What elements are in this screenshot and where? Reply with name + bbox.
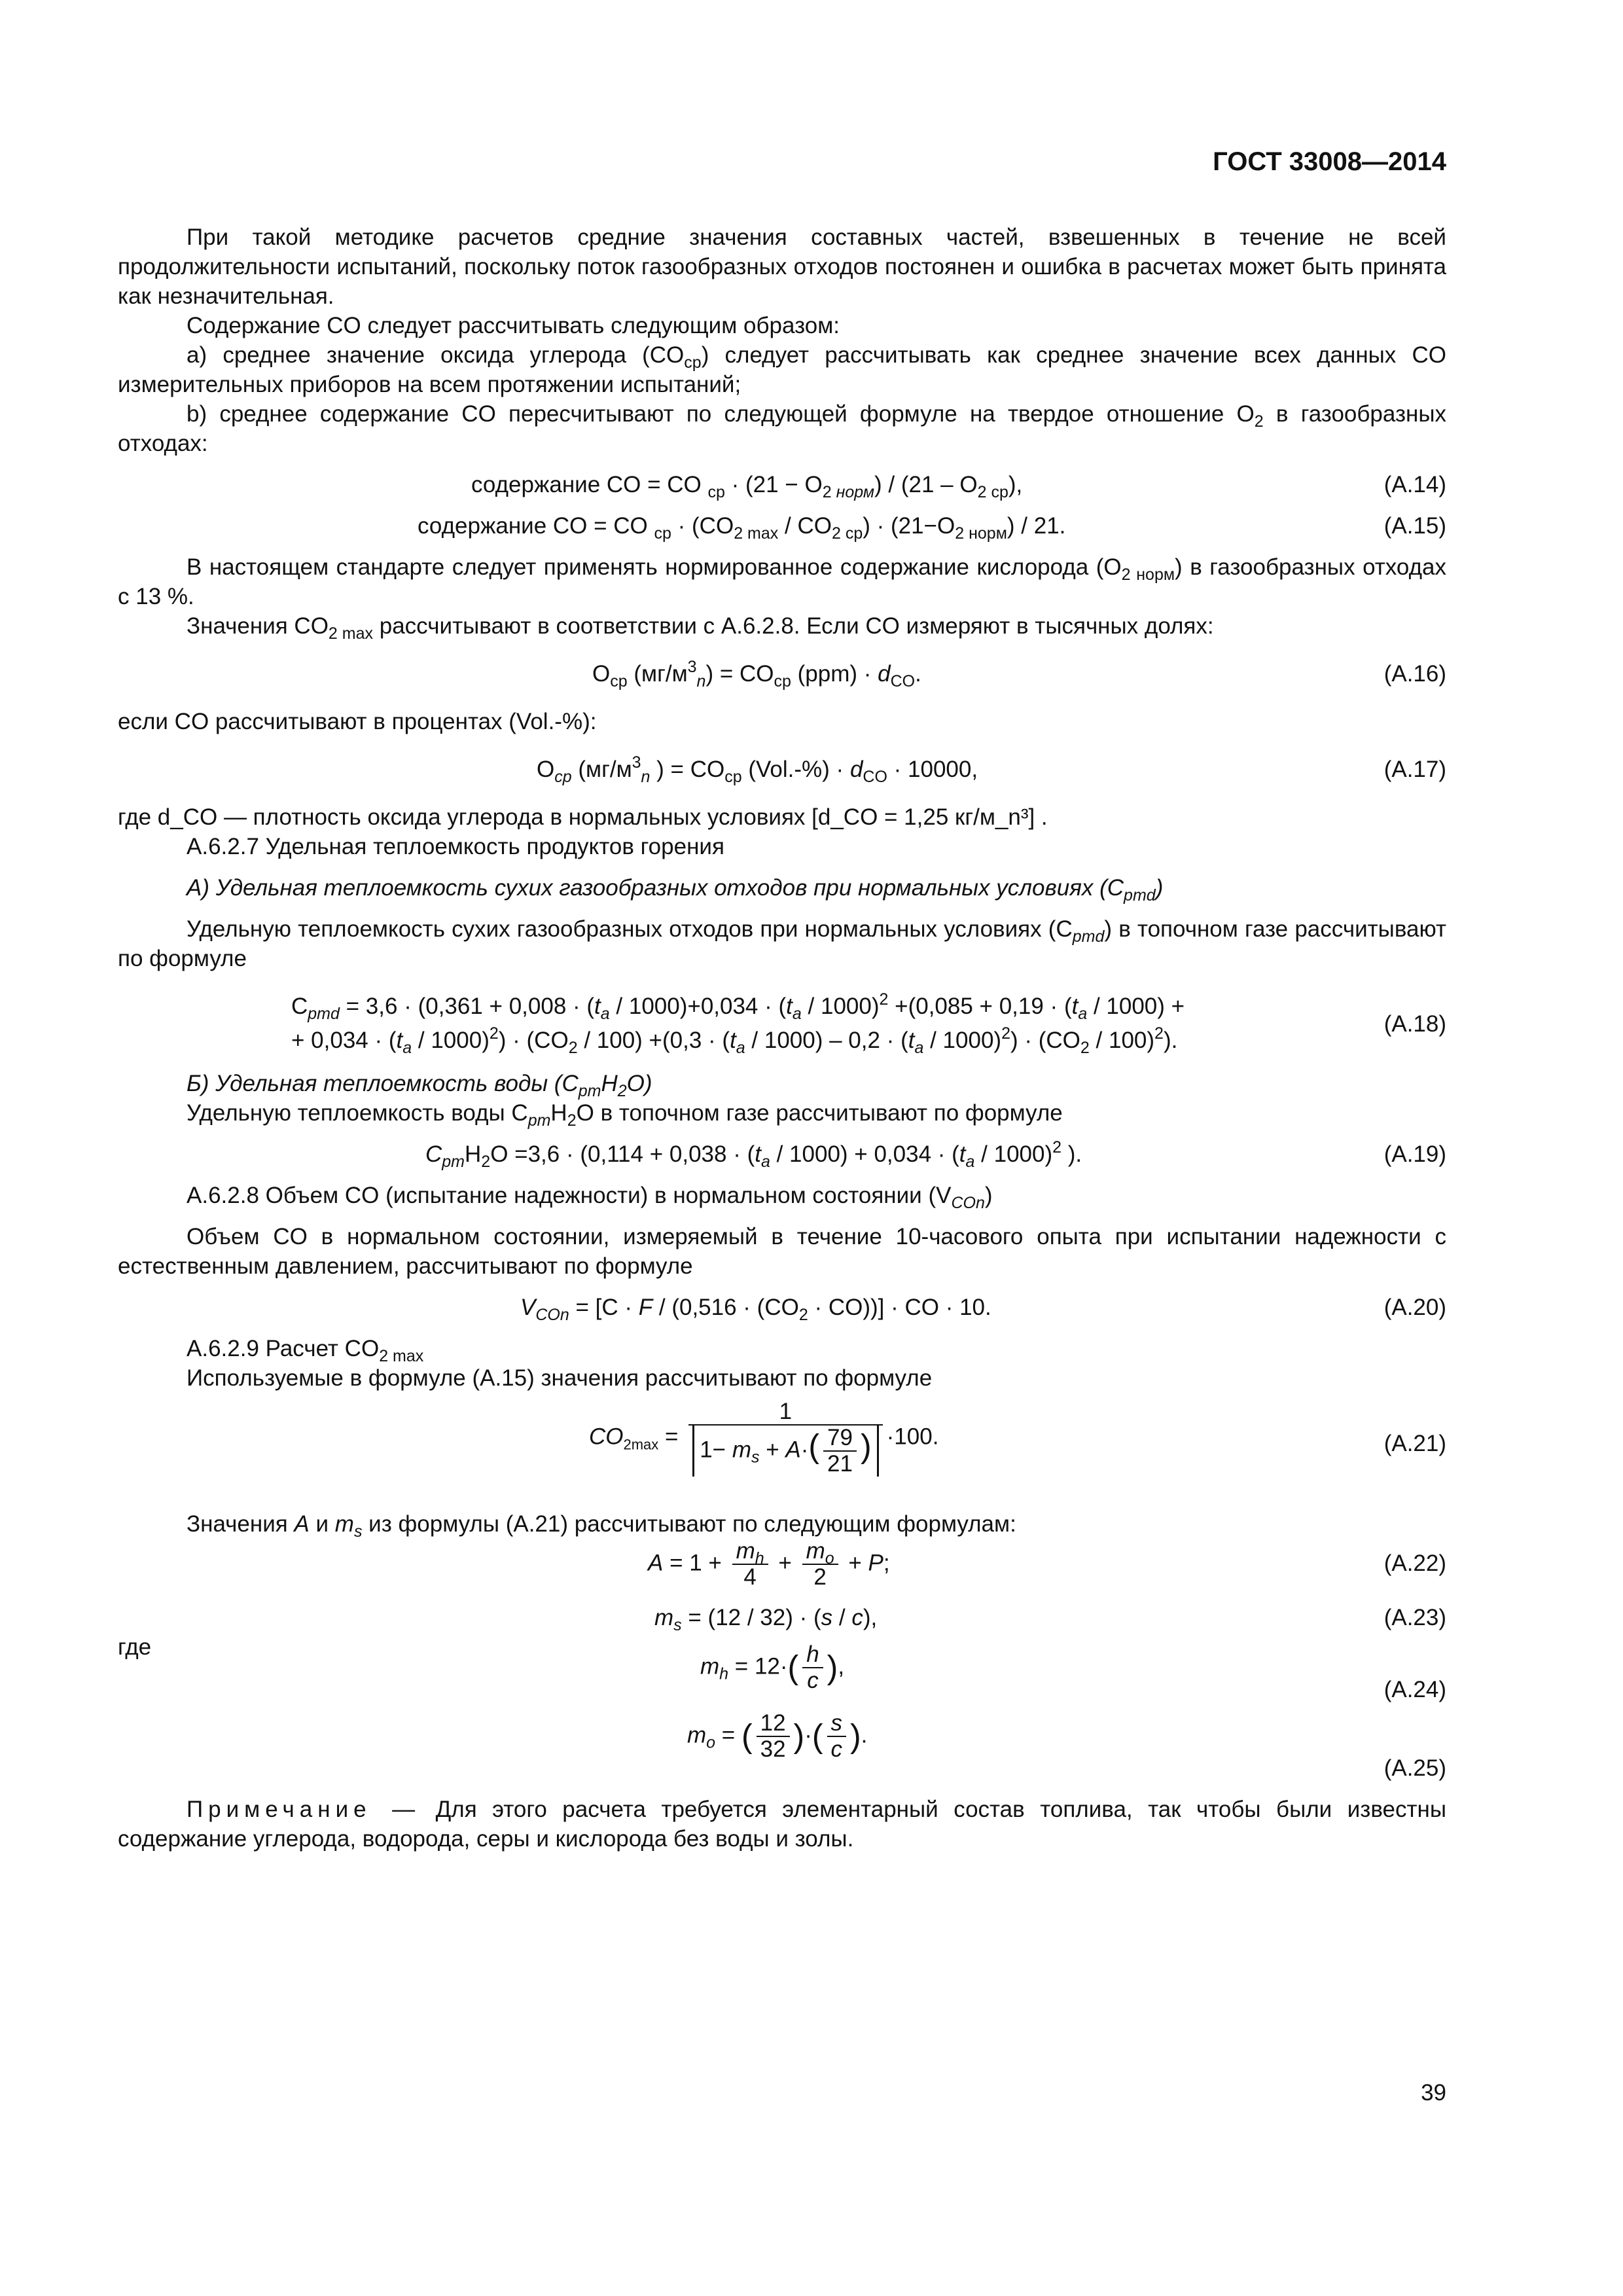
equation-a24 [118, 1632, 1446, 1704]
formula-a16: $O_{ср}$ $(мг/м^3_n) = CO_{ср}$ $(ppm) \cdot d_{CO}$. [592, 658, 921, 691]
section-a629: A.6.2.9 Расчет $CO_{2 max}$ [187, 1336, 424, 1365]
equation-number: (A.15) [1383, 513, 1446, 539]
standard-header: ГОСТ 33008—2014 [1213, 147, 1446, 176]
formula-a24: $m_h = 12\cdot$( $\frac{h}{c}$ ), [700, 1641, 845, 1693]
paragraph-6: Значения $CO_{2 max}$ рассчитывают в соответствии с A.6.2.8. Если CO измеряют в тысячных долях: [187, 613, 1214, 643]
section-a628: A.6.2.8 Объем CO (испытание надежности) в нормальном состоянии $(V_{COn})$ [187, 1183, 993, 1212]
paragraph-2: Содержание CO следует рассчитывать следующим образом: [187, 313, 840, 338]
paragraph-3: а) среднее значение оксида углерода $(CO_{ср})$ следует рассчитывать как среднее значение всех данных CO измерительных приборов на всем протяжении испытаний; [118, 342, 1446, 397]
paragraph-8: где d_CO — плотность оксида углерода в нормальных условиях [d_CO = 1,25 кг/м_n³] . [118, 804, 1048, 830]
paragraph-13: Значения A и $m_s$ из формулы (A.21) рассчитывают по следующим формулам: [187, 1511, 1016, 1541]
formula-a18-line2: + $0,034 \cdot (t_a / 1000)^2) \cdot (CO_2 / 100) +(0,3 \cdot (t_a / 1000) - 0,2 \cdot (t_a / 1000)^2) \cdot (CO_2 / 100)^2$). [291, 1024, 1178, 1057]
section-a627: A.6.2.7 Удельная теплоемкость продуктов горения [187, 834, 724, 859]
equation-number: (A.20) [1383, 1295, 1446, 1320]
equation-a18 [118, 992, 1446, 1057]
formula-a20: $V_{COn} = [C \cdot F / (0,516 \cdot (CO_2 \cdot CO))]$ · CO · 10. [520, 1295, 991, 1324]
gde-label: где [118, 1634, 152, 1660]
formula-a22: A = 1 + $\frac{m_h}{4}$ + $\frac{m_o}{2}$ + P; [648, 1538, 890, 1590]
formula-a21: $CO_{2max}$ = 1 $1- m_s + A\cdot$( $\frac{79}{21}$ ) ·100. [589, 1399, 939, 1477]
formula-a14: содержание CO = CO $_{ср} \cdot (21 - O_{2 норм}) / (21 - O_{2 ср})$, [471, 472, 1023, 501]
paragraph-9: Удельную теплоемкость сухих газообразных отходов при нормальных условиях $(C_{pmd})$ в топочном газе рассчитывают по формуле [118, 916, 1446, 971]
formula-a19: $C_{pm}H_2O =3,6 \cdot (0,114 + 0,038 \cdot (t_a / 1000) + 0,034 \cdot (t_a / 1000)^2$ ). [425, 1138, 1082, 1171]
paragraph-10: Удельную теплоемкость воды $C_{pm}H_2O$ в топочном газе рассчитывают по формуле [187, 1100, 1063, 1130]
equation-number: (A.24) [1383, 1677, 1446, 1702]
page-number: 39 [1421, 2080, 1446, 2106]
equation-a16 [118, 659, 1446, 689]
equation-number: (A.14) [1383, 472, 1446, 497]
equation-number: (A.16) [1383, 661, 1446, 687]
formula-a15: содержание CO = CO $_{ср} \cdot (CO_{2 max} / CO_{2 ср}) \cdot (21-O_{2 норм}) / 21$. [418, 513, 1066, 543]
paragraph-12: Используемые в формуле (A.15) значения рассчитывают по формуле [187, 1365, 933, 1391]
equation-a22 [118, 1539, 1446, 1591]
equation-a25 [118, 1704, 1446, 1783]
equation-number: (A.17) [1383, 757, 1446, 782]
subsection-a: А) Удельная теплоемкость сухих газообразных отходов при нормальных условиях $(C_{pmd})$ [187, 875, 1164, 905]
paragraph-7: если CO рассчитывают в процентах (Vol.-%): [118, 709, 597, 734]
equation-number: (A.23) [1383, 1605, 1446, 1630]
equation-number: (A.18) [1383, 1011, 1446, 1037]
equation-a20 [118, 1293, 1446, 1322]
equation-a23 [118, 1603, 1446, 1632]
formula-a17: $O_{ср}$ ($мг/м^3_n$ ) = $CO_{ср}$ $(Vol.-\%) \cdot d_{CO} \cdot 10000$, [537, 753, 978, 786]
equation-a15 [118, 511, 1446, 541]
paragraph-4: b) среднее содержание CO пересчитывают по следующей формуле на твердое отношение $O_2$ в газообразных отходах: [118, 401, 1446, 456]
equation-a17 [118, 755, 1446, 784]
formula-a23: $m_s = (12 / 32) \cdot (s / c)$, [654, 1605, 878, 1634]
equation-number: (A.25) [1383, 1755, 1446, 1781]
equation-a19 [118, 1139, 1446, 1169]
equation-a14 [118, 470, 1446, 499]
paragraph-11: Объем CO в нормальном состоянии, измеряемый в течение 10-часового опыта при испытании надежности с естественным давлением, рассчитывают по формуле [118, 1224, 1446, 1279]
formula-a18-line1: $C_{pmd} = 3,6 \cdot (0,361 + 0,008 \cdot (t_a / 1000)+0,034 \cdot (t_a / 1000)^2 +(0,085 + 0,19 \cdot (t_a / 1000)$ + [291, 990, 1185, 1023]
paragraph-5: В настоящем стандарте следует применять нормированное содержание кислорода $(O_{2 норм})$ в газообразных отходах с 13 %. [118, 554, 1446, 609]
equation-number: (A.21) [1383, 1431, 1446, 1456]
equation-a21 [118, 1393, 1446, 1491]
note: Примечание — Для этого расчета требуется элементарный состав топлива, так чтобы были известны содержание углерода, водорода, серы и кислорода без воды и золы. [118, 1797, 1446, 1852]
formula-a25: $m_o$ = ( $\frac{12}{32}$ )·( $\frac{s}{c}$ ). [687, 1710, 868, 1762]
subsection-b: Б) Удельная теплоемкость воды $(C_{pm}H_2O)$ [187, 1071, 652, 1100]
equation-number: (A.19) [1383, 1141, 1446, 1167]
equation-number: (A.22) [1383, 1551, 1446, 1576]
page-content [118, 223, 1446, 1854]
paragraph-1: При такой методике расчетов средние значения составных частей, взвешенных в течение не всей продолжительности испытаний, поскольку поток газообразных отходов постоянен и ошибка в расчетах может быть принята как незначительная. [118, 224, 1446, 309]
